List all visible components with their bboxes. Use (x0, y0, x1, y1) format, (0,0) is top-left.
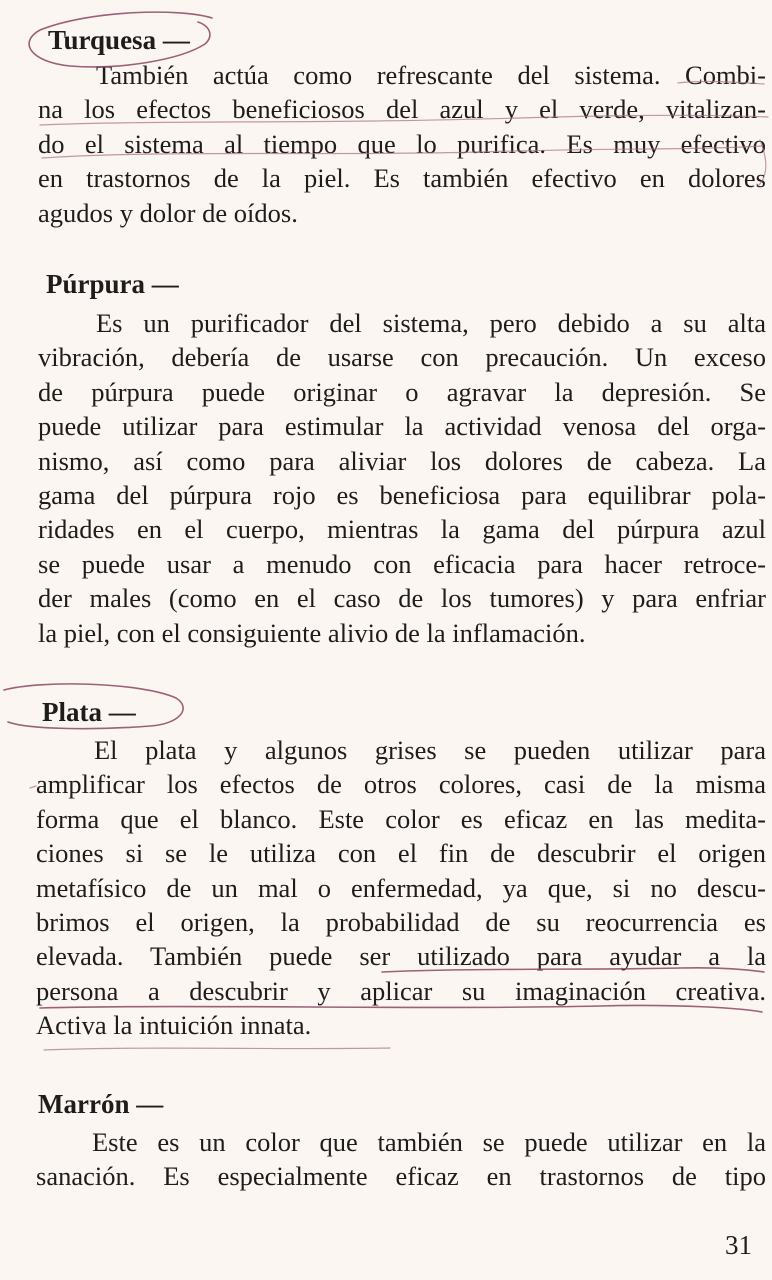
heading-plata: Plata — (42, 697, 136, 727)
text-line: ridades en el cuerpo, mientras la gama del púrpura azul (38, 514, 766, 545)
heading-marron: Marrón — (38, 1089, 164, 1119)
text-line: na los efectos beneficiosos del azul y el verde, vitalizan- (38, 94, 766, 125)
text-line: gama del púrpura rojo es beneficiosa para equilibrar pola- (38, 480, 766, 511)
page-number: 31 (725, 1230, 752, 1260)
text-line: forma que el blanco. Este color es eficaz en las medita- (36, 803, 766, 834)
text-line: ciones si se le utiliza con el fin de descubrir el origen (36, 838, 766, 869)
text-line: agudos y dolor de oídos. (38, 197, 298, 228)
text-line: se puede usar a menudo con eficacia para hacer retroce- (38, 548, 766, 579)
text-line: de púrpura puede originar o agravar la depresión. Se (38, 376, 766, 407)
text-line: la piel, con el consiguiente alivio de la inflamación. (38, 617, 586, 648)
paragraph-plata (36, 733, 766, 1043)
text-line: persona a descubrir y aplicar su imaginación creativa. (36, 975, 766, 1006)
paragraph-marron (36, 1125, 766, 1194)
text-line: amplificar los efectos de otros colores, casi de la misma (36, 769, 766, 800)
text-line: Es un purificador del sistema, pero debido a su alta (96, 308, 766, 338)
underline-mark (44, 1048, 390, 1050)
text-line: der males (como en el caso de los tumores) y para enfriar (38, 583, 766, 614)
text-line: Activa la intuición innata. (36, 1010, 312, 1041)
text-line: en trastornos de la piel. Es también efectivo en dolores (38, 163, 766, 194)
text-line: elevada. También puede ser utilizado para ayudar a la (36, 941, 766, 972)
text-line: También actúa como refrescante del sistema. Combi- (96, 60, 766, 90)
paragraph-purpura (38, 306, 766, 650)
text-line: metafísico de un mal o enfermedad, ya que, si no descu- (36, 872, 766, 903)
text-line: puede utilizar para estimular la actividad venosa del orga- (38, 411, 766, 442)
text-line: sanación. Es especialmente eficaz en trastornos de tipo (36, 1161, 766, 1192)
text-line: Este es un color que también se puede utilizar en la (92, 1127, 766, 1157)
text-line: do el sistema al tiempo que lo purifica. Es muy efectivo (38, 128, 766, 159)
text-line: nismo, así como para aliviar los dolores de cabeza. La (38, 445, 766, 476)
text-line: vibración, debería de usarse con precaución. Un exceso (38, 342, 766, 373)
heading-turquesa: Turquesa — (48, 25, 190, 55)
text-line: El plata y algunos grises se pueden utilizar para (94, 735, 766, 765)
text-line: brimos el origen, la probabilidad de su reocurrencia es (36, 907, 766, 938)
heading-purpura: Púrpura — (46, 269, 179, 299)
paragraph-turquesa (38, 58, 766, 230)
